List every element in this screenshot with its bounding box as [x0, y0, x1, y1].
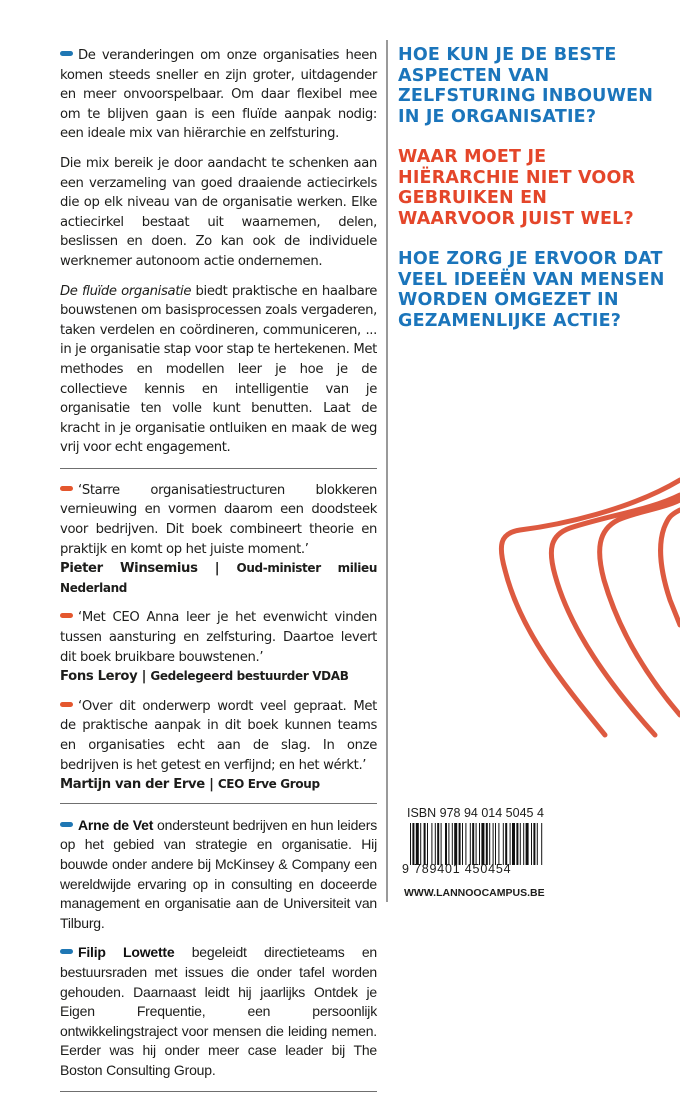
intro-text-1: De veranderingen om onze organisaties heen komen steeds sneller en zijn groter, uitdagender en meer onvoorspelbaar. Om daar flexibel mee om te blijven gaan is een fluïde aanpak nodig: een ideale mix van hiërarchie en zelfsturing.	[60, 48, 377, 142]
barcode-bar	[503, 823, 504, 865]
quote-text: ‘Over dit onderwerp wordt veel gepraat. Met de praktische aanpak in dit boek kunnen teams en organisaties echt aan de slag. In onze bedrijven is het getest en verfijnd; en het wérkt.’	[60, 698, 377, 773]
curve-line	[661, 510, 680, 625]
barcode-bar	[437, 823, 439, 865]
curve-line	[501, 480, 680, 735]
divider	[60, 803, 377, 804]
barcode-bar	[459, 823, 461, 865]
barcode-bar	[520, 823, 521, 865]
orange-dash-icon	[60, 486, 73, 491]
barcode-bar	[431, 823, 432, 865]
barcode-bar	[541, 823, 542, 865]
barcode-bar	[452, 823, 453, 865]
quote-separator: |	[137, 669, 151, 685]
intro-text-3: biedt praktische en haalbare bouwstenen om basisprocessen zoals vergaderen, taken verdelen en coördineren, communiceren, ... in je organisatie stap voor stap te hertekenen. Met methodes en modellen leer je hoe je de collectieve kennis en intelligentie van je organisatie ten volle kunt benutten. Laat de kracht in je organisatie ontluiken en maak de weg vrij voor echt engagement.	[60, 283, 377, 456]
quote-text: ‘Starre organisatiestructuren blokkeren vernieuwing en vormen daarom een doodsteek voor bedrijven. Dit boek combineert theorie en praktijk en komt op het juiste moment.’	[60, 482, 377, 557]
barcode-bar	[465, 823, 466, 865]
barcode-bar	[479, 823, 480, 865]
left-column	[60, 46, 377, 1104]
barcode-bar	[516, 823, 518, 865]
barcode-bar	[526, 823, 529, 865]
author-name: Arne de Vet	[78, 816, 154, 833]
barcode-icon	[410, 823, 544, 865]
barcode-bar	[410, 823, 411, 865]
barcode-bar	[531, 823, 532, 865]
barcode-number: 9 789401 450454	[402, 862, 512, 876]
intro-paragraph-1	[60, 46, 377, 144]
quote-author: Pieter Winsemius	[60, 561, 198, 577]
decorative-curves	[380, 400, 680, 740]
questions	[398, 45, 668, 351]
divider	[60, 468, 377, 469]
blue-dash-icon	[60, 949, 73, 954]
quote	[60, 481, 377, 599]
barcode-bar	[435, 823, 436, 865]
quote	[60, 608, 377, 686]
quote-role: Oud-minister milieu Nederland	[60, 561, 378, 595]
intro-paragraph-2: Die mix bereik je door aandacht te schenken aan een verzameling van goed draaiende actiecirkels die op elk niveau van de organisatie werken. Elke actiecirkel bestaat uit waarnemen, delen, beslissen en doen. Zo kan ook de individuele werknemer autonoom actie ondernemen.	[60, 155, 377, 269]
barcode-bar	[424, 823, 426, 865]
barcode-bar	[486, 823, 488, 865]
barcode-bar	[523, 823, 524, 865]
book-title: De fluïde organisatie	[60, 283, 192, 299]
barcode-bar	[489, 823, 490, 865]
barcode-bar	[470, 823, 471, 865]
question-2: WAAR MOET JE HIËRARCHIE NIET VOOR GEBRUIKEN EN WAARVOOR JUIST WEL?	[398, 147, 636, 229]
divider	[60, 1091, 377, 1092]
author-bio	[60, 816, 377, 934]
isbn-label: ISBN 978 94 014 5045 4	[407, 806, 544, 820]
barcode-bar	[454, 823, 457, 865]
author-bio-text: ondersteunt bedrijven en hun leiders op het gebied van strategie en organisatie. Hij bouwde onder andere bij McKinsey & Company een wereldwijde ervaring op in consulting en doceerde management en organisatie aan de Universiteit van Tilburg.	[60, 816, 377, 931]
orange-dash-icon	[60, 613, 73, 618]
barcode-bar	[495, 823, 496, 865]
barcode-bar	[476, 823, 477, 865]
blue-dash-icon	[60, 822, 73, 827]
quote-role: CEO Erve Group	[217, 777, 320, 792]
barcode-bar	[412, 823, 414, 865]
barcode-bar	[420, 823, 421, 865]
quote-separator: |	[197, 561, 237, 577]
barcode-bar	[510, 823, 511, 865]
quote-separator: |	[204, 777, 218, 793]
barcode-bar	[512, 823, 515, 865]
quote	[60, 697, 377, 795]
website-url: WWW.LANNOOCAMPUS.BE	[404, 887, 545, 899]
quote-author: Martijn van der Erve	[60, 777, 205, 793]
barcode-bar	[481, 823, 484, 865]
barcode-bar	[427, 823, 428, 865]
quote-role: Gedelegeerd bestuurder VDAB	[150, 669, 349, 684]
author-name: Filip Lowette	[78, 944, 175, 961]
barcode-bar	[505, 823, 507, 865]
barcode-bar	[493, 823, 494, 865]
blue-dash-icon	[60, 51, 73, 56]
barcode-bar	[472, 823, 474, 865]
barcode-bar	[462, 823, 463, 865]
barcode-bar	[445, 823, 447, 865]
question-1: HOE KUN JE DE BESTE ASPECTEN VAN ZELFSTURING INBOUWEN IN JE ORGANISATIE?	[398, 45, 654, 127]
intro-paragraph-3	[60, 282, 377, 458]
barcode-bar	[537, 823, 538, 865]
author-bio-text: begeleidt directieteams en bestuursraden met issues die onder tafel worden gehouden. Daarnaast leidt hij jaarlijks Ontdek je Eigen Frequentie, een persoonlijk ontwikkelingstraject voor mensen die leiding nemen. Eerder was hij onder meer case leader bij The Boston Consulting Group.	[60, 944, 377, 1078]
quote-author: Fons Leroy	[60, 669, 138, 685]
question-3: HOE ZORG JE ERVOOR DAT VEEL IDEEËN VAN MENSEN WORDEN OMGEZET IN GEZAMENLIJKE ACTIE?	[398, 249, 665, 331]
barcode-bar	[441, 823, 442, 865]
barcode-bar	[498, 823, 499, 865]
barcode-bar	[533, 823, 535, 865]
barcode-bar	[416, 823, 419, 865]
orange-dash-icon	[60, 702, 73, 707]
barcode-bar	[448, 823, 449, 865]
quote-text: ‘Met CEO Anna leer je het evenwicht vinden tussen aansturing en zelfsturing. Daartoe levert dit boek bruikbare bouwstenen.’	[60, 610, 377, 665]
author-bio	[60, 943, 377, 1080]
